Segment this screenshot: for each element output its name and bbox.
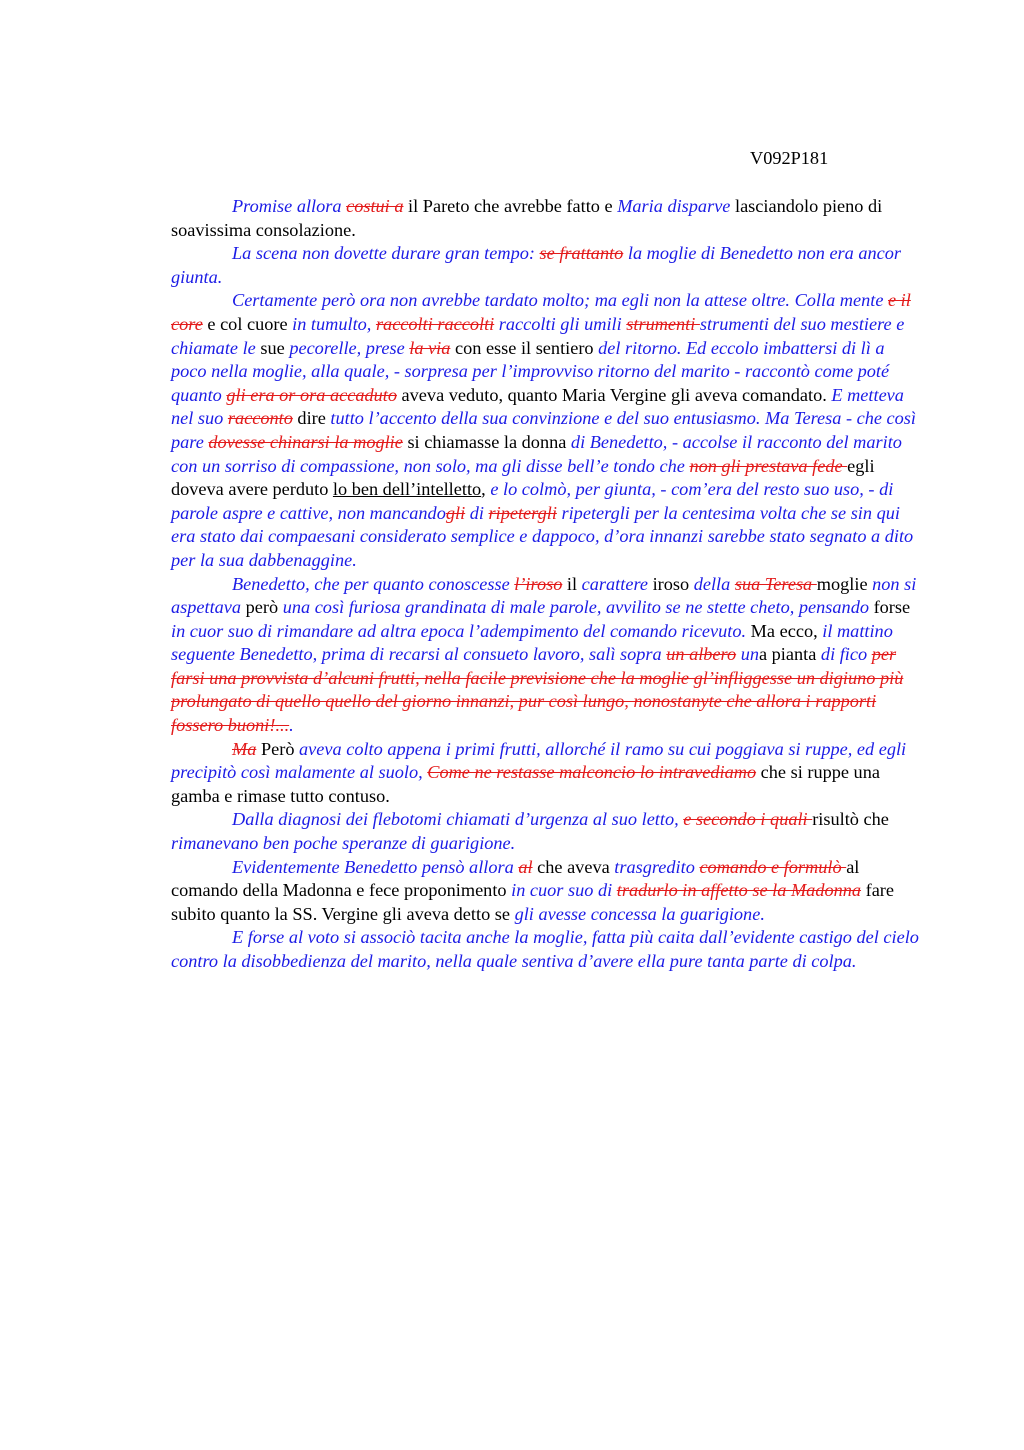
deleted-text: per farsi una provvista d’alcuni frutti, nella facile previsione che la moglie gl’infliggesse un digiuno più prolungato di quello quello del giorno innanzi, pur così lungo, nonostanyte che allora i rapporti fossero buoni!... — [171, 644, 904, 736]
original-text: moglie — [816, 573, 873, 594]
inserted-text: il mattino seguente Benedetto, prima di recarsi al consueto lavoro, salì sopra — [171, 620, 893, 665]
deleted-text: dovesse chinarsi la moglie — [208, 431, 403, 452]
inserted-text: non si aspettava — [171, 573, 917, 618]
deleted-text: tradurlo in affetto se la Madonna — [616, 880, 862, 901]
inserted-text: tutto l’accento della sua convinzione e del suo entusiasmo. Ma Teresa - che così pare — [171, 408, 916, 452]
deleted-text: racconto — [227, 408, 293, 429]
original-text: a pianta — [758, 644, 821, 665]
paragraph — [171, 926, 921, 973]
original-text: e col cuore — [202, 313, 293, 334]
underlined-text: lo ben dell’intelletto — [332, 479, 482, 500]
paragraph — [171, 195, 921, 242]
inserted-text: Certamente però ora non avrebbe tardato molto; ma egli non la attese oltre. Colla mente — [232, 290, 888, 311]
original-text: risultò che — [812, 809, 889, 830]
inserted-text: del ritorno. Ed eccolo imbattersi di lì a poco nella moglie, alla quale, - sorpresa per l’improvviso ritorno del marito - raccontò come poté quanto — [171, 337, 890, 405]
original-text: , — [481, 479, 491, 500]
deleted-text: gli — [445, 502, 466, 523]
inserted-text: raccolti gli umili — [494, 313, 627, 334]
deleted-text: ripetergli — [488, 502, 557, 523]
inserted-text: e lo colmò, per giunta, - com’era del resto suo uso, - di parole aspre e cattive, non mancando — [171, 479, 894, 523]
deleted-text: se frattanto — [539, 243, 624, 264]
deleted-text: e il core — [171, 290, 911, 334]
original-text: Ma ecco, — [750, 620, 823, 641]
document-body — [171, 195, 921, 974]
inserted-text: in cuor suo di — [511, 880, 617, 901]
deleted-text: l’iroso — [514, 573, 563, 594]
original-text: aveva veduto, quanto Maria Vergine gli aveva comandato. — [396, 384, 832, 405]
inserted-text: Maria disparve — [617, 196, 731, 216]
inserted-text: gli avesse concessa la guarigione. — [514, 903, 765, 924]
inserted-text: Benedetto, che per quanto conoscesse — [232, 573, 515, 594]
deleted-text: gli era or ora accaduto — [226, 384, 397, 405]
deleted-text: sua Teresa — [734, 573, 817, 594]
inserted-text: pecorelle, prese — [289, 337, 410, 358]
inserted-text: in cuor suo di rimandare ad altra epoca l’adempimento del comando ricevuto. — [171, 620, 751, 641]
inserted-text: carattere — [581, 573, 653, 594]
inserted-text: di — [465, 502, 489, 523]
paragraph — [171, 738, 921, 809]
original-text: il Pareto che avrebbe fatto e — [403, 196, 618, 216]
paragraph — [171, 808, 921, 855]
original-text: che si ruppe una gamba e rimase tutto contuso. — [171, 762, 880, 806]
inserted-text: rimanevano ben poche speranze di guarigione. — [171, 833, 516, 854]
inserted-text: in tumulto, — [292, 313, 376, 334]
original-text: Però — [256, 738, 300, 759]
deleted-text: strumenti — [626, 313, 700, 334]
original-text: al comando della Madonna e fece proponimento — [171, 856, 860, 901]
paragraph — [171, 573, 921, 738]
inserted-text: strumenti del suo mestiere e chiamate le — [171, 313, 905, 358]
page-identifier: V092P181 — [750, 148, 829, 168]
original-text: iroso — [652, 573, 694, 594]
original-text: egli doveva avere perduto — [171, 455, 875, 500]
inserted-text: Promise allora — [232, 196, 347, 216]
deleted-text: raccolti raccolti — [375, 313, 495, 334]
deleted-text: Come ne restasse malconcio lo intravediamo — [427, 762, 757, 783]
inserted-text: una così furiosa grandinata di male parole, avvilito se ne stette cheto, pensando — [282, 597, 874, 618]
inserted-text: ripetergli per la centesima volta che se sin qui era stato dai compaesani considerato semplice e dappoco, d’ora innanzi sarebbe stato segnato a dito per la sua dabbenaggine. — [171, 502, 914, 570]
original-text: che aveva — [532, 856, 615, 877]
inserted-text: E forse al voto si associò tacita anche la moglie, fatta più caita dall’evidente castigo del cielo contro la disobbedienza del marito, nella quale sentiva d’avere ella pure tanta parte di colpa. — [171, 927, 919, 971]
original-text: dire — [292, 408, 331, 429]
original-text: forse — [873, 597, 911, 618]
inserted-text: aveva colto appena i primi frutti, allorché il ramo su cui poggiava si ruppe, ed egli precipitò così malamente al suolo, — [171, 738, 907, 783]
deleted-text: costui a — [346, 196, 404, 216]
deleted-text: un albero — [666, 644, 737, 665]
inserted-text: un — [736, 644, 759, 665]
original-text: fare subito quanto la SS. Vergine gli aveva detto se — [171, 880, 895, 924]
deleted-text: al — [518, 856, 533, 877]
original-text: con esse il sentiero — [450, 337, 599, 358]
inserted-text: trasgredito — [614, 856, 700, 877]
original-text: però — [245, 597, 283, 618]
deleted-text: la via — [409, 337, 451, 358]
original-text: il — [562, 573, 582, 594]
inserted-text: della — [693, 573, 735, 594]
original-text: sue — [260, 337, 290, 358]
inserted-text: E metteva nel suo — [171, 384, 904, 429]
inserted-text: Evidentemente Benedetto pensò allora — [232, 856, 519, 877]
inserted-text: di fico — [820, 644, 872, 665]
inserted-text: La scena non dovette durare gran tempo: — [232, 243, 540, 264]
paragraph — [171, 856, 921, 927]
inserted-text: di Benedetto, - accolse il racconto del marito con un sorriso di compassione, non solo, ma gli disse bell’e tondo che — [171, 431, 902, 476]
inserted-text: . — [289, 715, 294, 736]
deleted-text: Ma — [232, 738, 257, 759]
paragraph — [171, 289, 921, 572]
inserted-text: la moglie di Benedetto non era ancor giunta. — [171, 243, 902, 287]
inserted-text: Dalla diagnosi dei flebotomi chiamati d’urgenza al suo letto, — [232, 809, 684, 830]
paragraph — [171, 242, 921, 289]
original-text: lasciandolo pieno di soavissima consolazione. — [171, 196, 883, 240]
deleted-text: non gli prestava fede — [689, 455, 848, 476]
original-text: si chiamasse la donna — [402, 431, 571, 452]
deleted-text: e secondo i quali — [683, 809, 813, 830]
deleted-text: comando e formulò — [699, 856, 847, 877]
